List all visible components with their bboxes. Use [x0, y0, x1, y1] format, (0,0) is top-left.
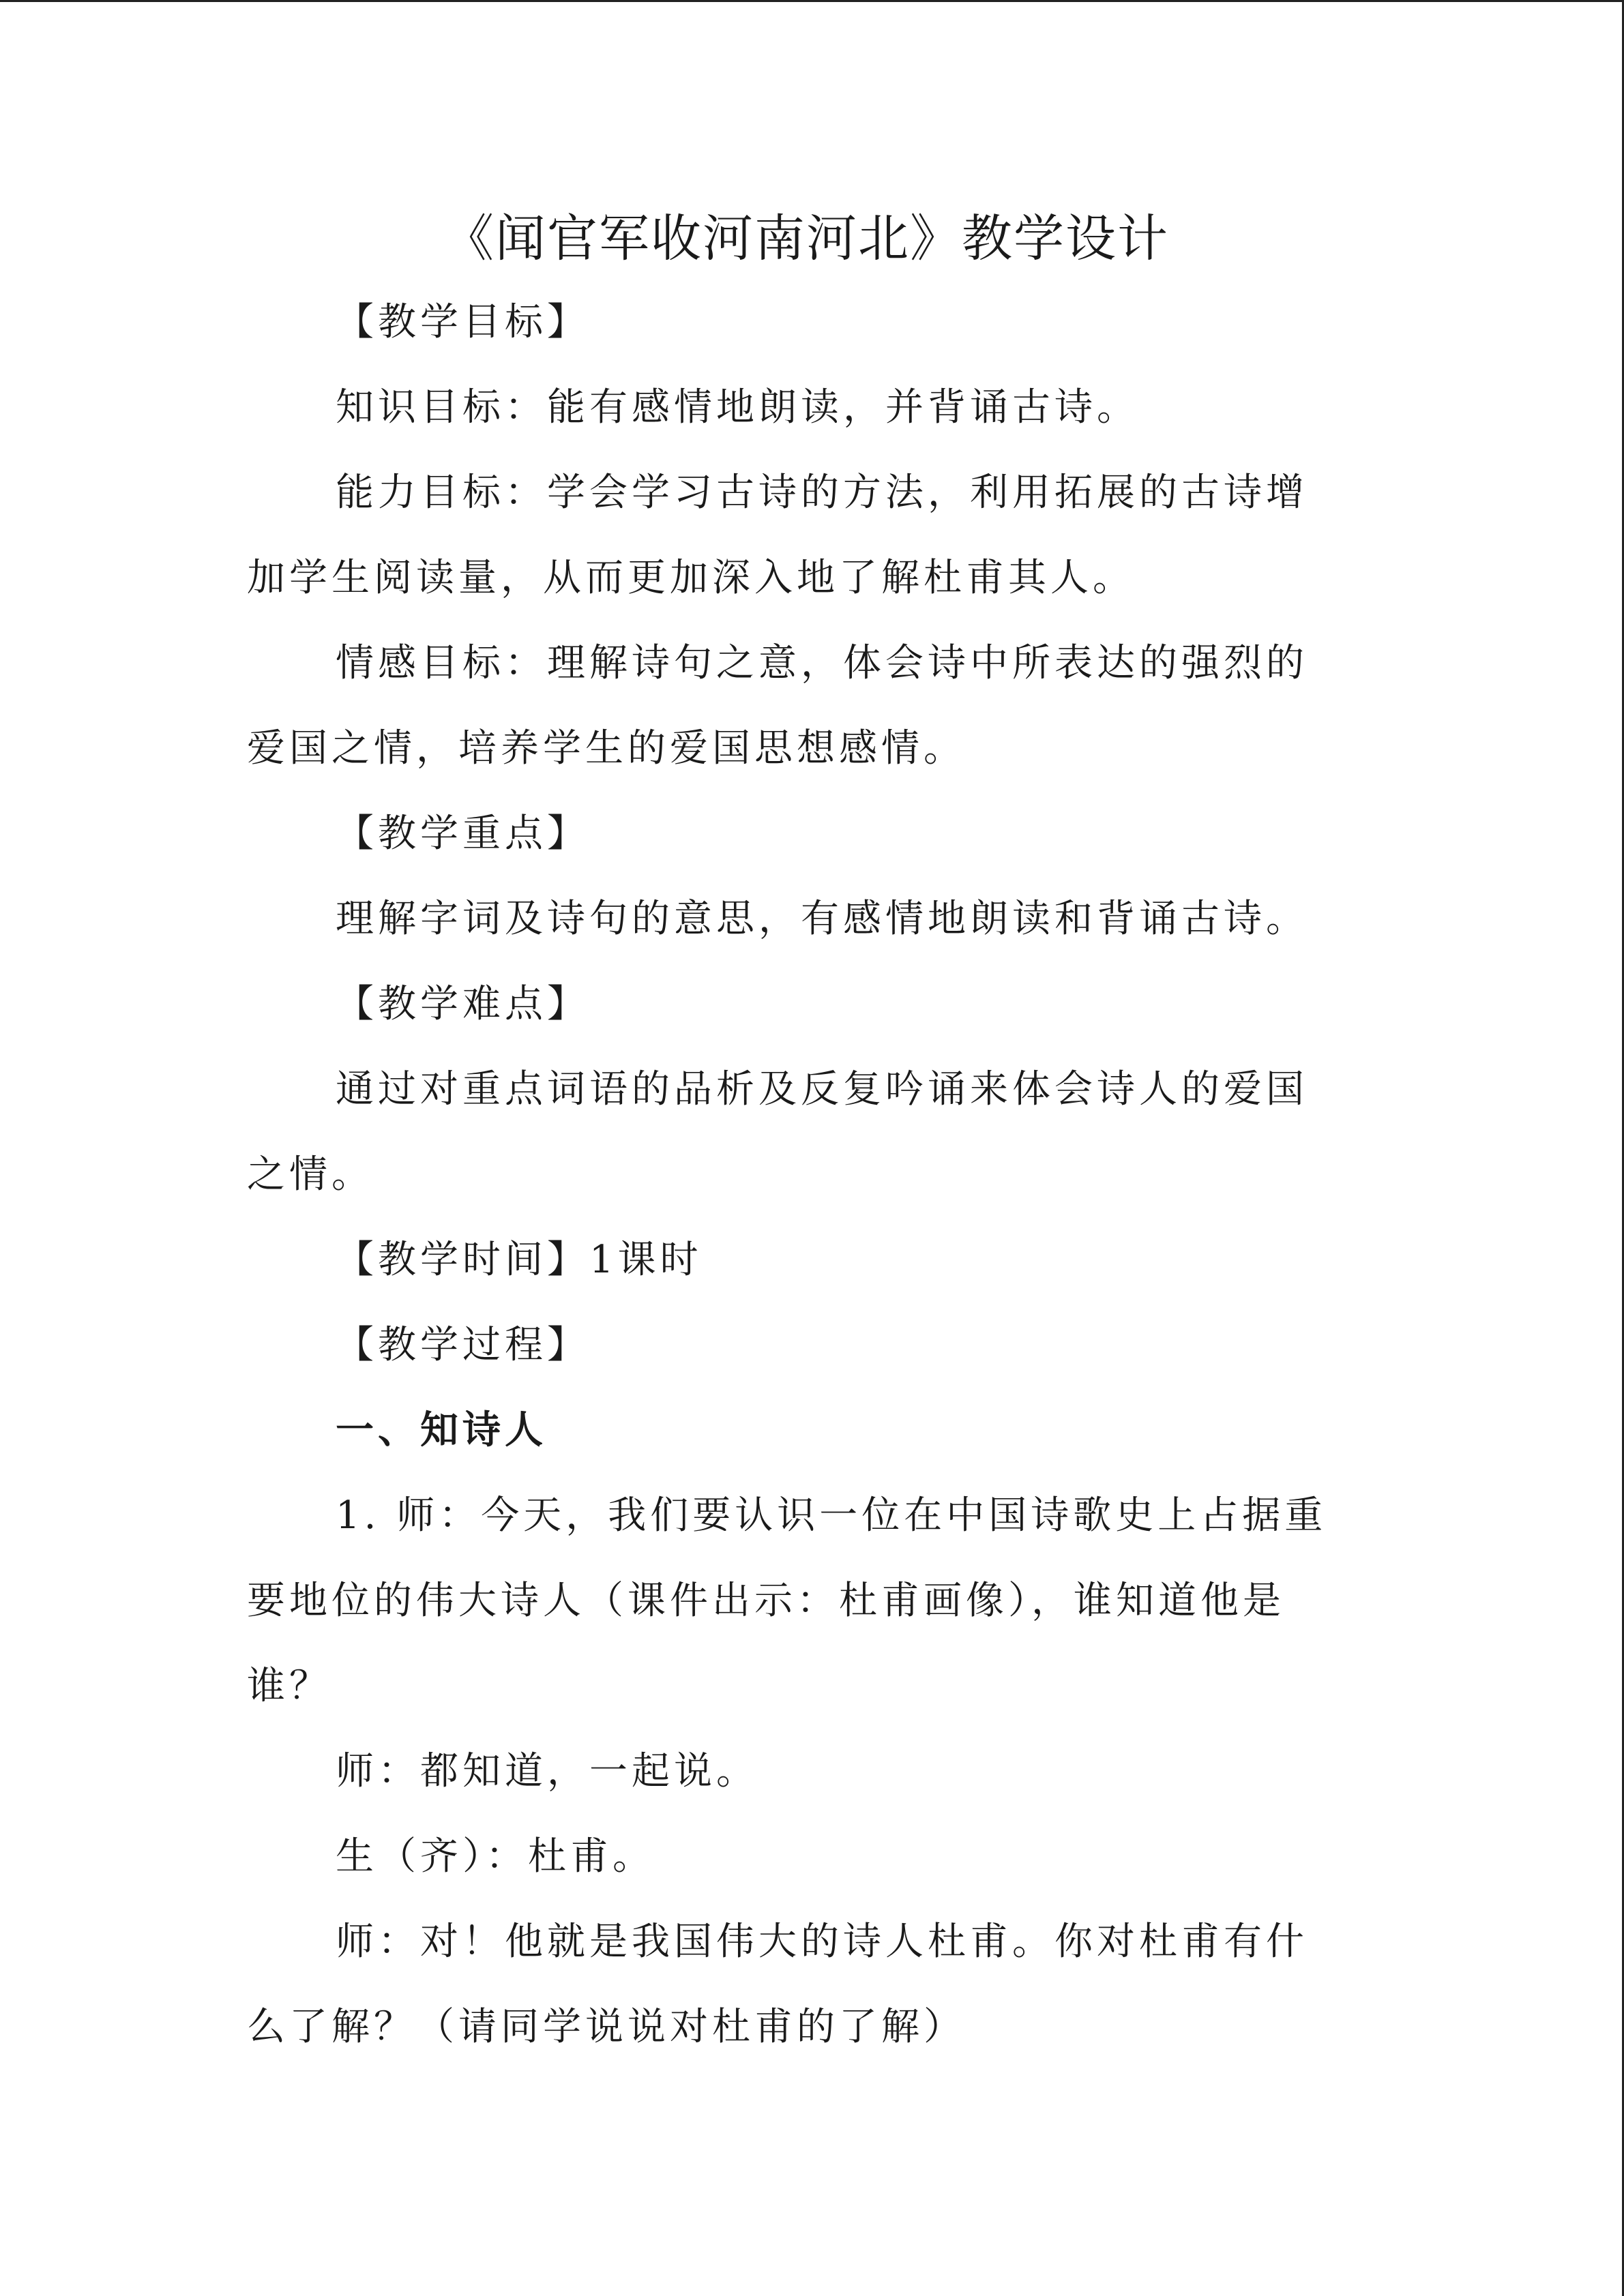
paragraph-knowledge-goal: 知识目标：能有感情地朗读，并背诵古诗。 — [336, 385, 1139, 430]
page-border-top — [0, 0, 1624, 2]
paragraph-teacher-intro-end: 谁？ — [247, 1664, 331, 1708]
paragraph-teacher-question-cont: 么了解？（请同学说说对杜甫的了解） — [247, 2005, 966, 2049]
paragraph-difficulties-cont: 之情。 — [247, 1152, 374, 1197]
paragraph-emotion-goal-cont: 爱国之情，培养学生的爱国思想感情。 — [247, 726, 966, 771]
paragraph-key-points: 理解字词及诗句的意思，有感情地朗读和背诵古诗。 — [336, 897, 1308, 941]
paragraph-student-answer: 生（齐）：杜甫。 — [336, 1834, 655, 1879]
section-heading-process: 【教学过程】 — [336, 1323, 589, 1367]
section-heading-key-points: 【教学重点】 — [336, 811, 589, 856]
paragraph-emotion-goal: 情感目标：理解诗句之意，体会诗中所表达的强烈的 — [336, 641, 1308, 685]
document-title: 《闻官军收河南河北》教学设计 — [443, 209, 1169, 268]
section-heading-goals: 【教学目标】 — [336, 300, 589, 344]
document-body — [247, 198, 1365, 2070]
subsection-heading-poet: 一、知诗人 — [336, 1408, 547, 1452]
paragraph-teacher-question: 师：对！他就是我国伟大的诗人杜甫。你对杜甫有什 — [336, 1920, 1308, 1964]
paragraph-difficulties: 通过对重点词语的品析及反复吟诵来体会诗人的爱国 — [336, 1067, 1308, 1112]
paragraph-teacher-intro-cont: 要地位的伟大诗人（课件出示：杜甫画像），谁知道他是 — [247, 1579, 1285, 1623]
section-heading-difficulties: 【教学难点】 — [336, 982, 589, 1026]
paragraph-ability-goal-cont: 加学生阅读量，从而更加深入地了解杜甫其人。 — [247, 556, 1135, 600]
paragraph-ability-goal: 能力目标：学会学习古诗的方法，利用拓展的古诗增 — [336, 471, 1308, 515]
paragraph-teacher-intro: 1. 师：今天，我们要认识一位在中国诗歌史上占据重 — [336, 1493, 1327, 1538]
section-heading-time: 【教学时间】1课时 — [336, 1238, 703, 1282]
paragraph-teacher-prompt: 师：都知道，一起说。 — [336, 1749, 758, 1793]
